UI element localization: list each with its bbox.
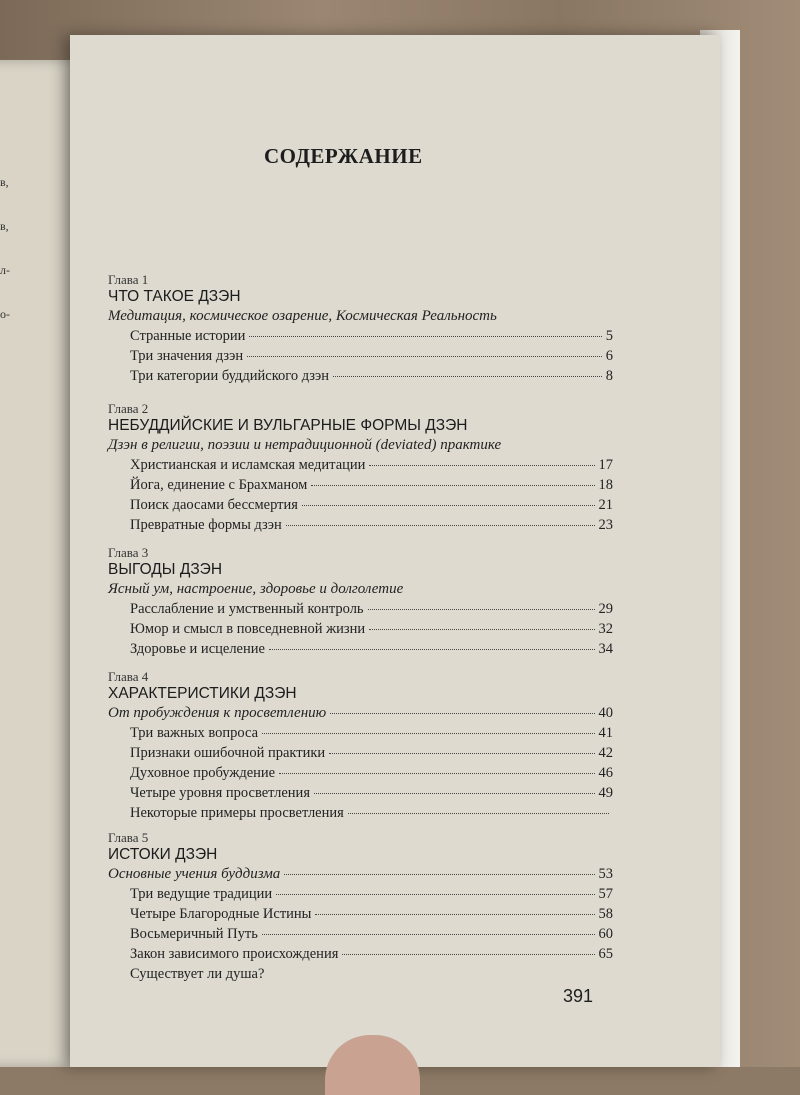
leader-dots	[284, 874, 594, 875]
leader-dots	[369, 465, 594, 466]
toc-label: Существует ли душа?	[130, 966, 265, 982]
toc-label: Христианская и исламская медитации	[130, 457, 366, 473]
toc-page: 49	[598, 785, 613, 801]
toc-label: Восьмеричный Путь	[130, 926, 258, 942]
toc-page: 32	[598, 621, 613, 637]
chapter-subtitle: Основные учения буддизма	[108, 866, 281, 882]
toc-page: 8	[605, 368, 613, 384]
chapter-subtitle: От пробуждения к просветлению	[108, 705, 327, 721]
toc-page: 6	[605, 348, 613, 364]
toc-page: 42	[598, 745, 613, 761]
toc-entry	[108, 477, 613, 497]
page-title: СОДЕРЖАНИЕ	[264, 144, 423, 168]
toc-label: Четыре Благородные Истины	[130, 906, 312, 922]
toc-label: Йога, единение с Брахманом	[130, 477, 308, 493]
leader-dots	[269, 649, 595, 650]
leader-dots	[342, 954, 594, 955]
toc-entry	[108, 517, 613, 537]
chapter-2	[108, 401, 613, 537]
toc-entry	[108, 866, 613, 886]
toc-entry	[108, 641, 613, 661]
toc-label: Некоторые примеры просветления	[130, 805, 344, 821]
toc-label: Странные истории	[130, 328, 246, 344]
toc-entry	[108, 348, 613, 368]
chapter-number: Глава 3	[108, 545, 149, 560]
toc-label: Четыре уровня просветления	[130, 785, 310, 801]
toc-page: 57	[598, 886, 613, 902]
toc-entry	[108, 368, 613, 388]
leader-dots	[311, 485, 594, 486]
leader-dots	[314, 793, 595, 794]
chapter-3	[108, 545, 613, 661]
toc-entry	[108, 705, 613, 725]
chapter-subtitle: Дзэн в религии, поэзии и нетрадиционной (deviated) практике	[108, 437, 502, 453]
toc-page: 53	[598, 866, 613, 882]
left-mark: о-	[0, 307, 10, 321]
toc-entry	[108, 328, 613, 348]
toc-page: 40	[598, 705, 613, 721]
chapter-title: ХАРАКТЕРИСТИКИ ДЗЭН	[108, 685, 297, 702]
toc-label: Расслабление и умственный контроль	[130, 601, 364, 617]
leader-dots	[262, 934, 595, 935]
toc-label: Три значения дзэн	[130, 348, 244, 364]
toc-entry	[108, 765, 613, 785]
toc-entry	[108, 725, 613, 745]
toc-label: Закон зависимого происхождения	[130, 946, 339, 962]
toc-page: 41	[598, 725, 613, 741]
toc-page: 21	[598, 497, 613, 513]
toc-entry	[108, 745, 613, 765]
chapter-subtitle: Ясный ум, настроение, здоровье и долголетие	[108, 581, 404, 597]
toc-entry	[108, 601, 613, 621]
toc-page: 46	[598, 765, 613, 781]
left-mark: л-	[0, 263, 10, 277]
toc-page: 34	[598, 641, 613, 657]
leader-dots	[369, 629, 594, 630]
chapter-title: ЧТО ТАКОЕ ДЗЭН	[108, 288, 241, 305]
chapter-title: ВЫГОДЫ ДЗЭН	[108, 561, 223, 578]
leader-dots	[333, 376, 602, 377]
leader-dots	[247, 356, 602, 357]
leader-dots	[286, 525, 595, 526]
toc-page: 60	[598, 926, 613, 942]
toc-label: Признаки ошибочной практики	[130, 745, 326, 761]
toc-page: 58	[598, 906, 613, 922]
chapter-title: ИСТОКИ ДЗЭН	[108, 846, 218, 863]
toc-entry	[108, 497, 613, 517]
leader-dots	[348, 813, 609, 814]
toc-label: Три важных вопроса	[130, 725, 259, 741]
toc-page: 23	[598, 517, 613, 533]
toc-page: 18	[598, 477, 613, 493]
toc-entry	[108, 621, 613, 641]
leader-dots	[330, 713, 594, 714]
leader-dots	[302, 505, 595, 506]
toc-label: Поиск даосами бессмертия	[130, 497, 298, 513]
chapter-1	[108, 272, 613, 388]
toc-entry	[108, 457, 613, 477]
left-mark: в,	[0, 175, 9, 189]
toc-entry	[108, 785, 613, 805]
toc-page: 17	[598, 457, 613, 473]
toc-label: Юмор и смысл в повседневной жизни	[130, 621, 366, 637]
chapter-title: НЕБУДДИЙСКИЕ И ВУЛЬГАРНЫЕ ФОРМЫ ДЗЭН	[108, 417, 468, 434]
leader-dots	[249, 336, 601, 337]
leader-dots	[276, 894, 594, 895]
chapter-number: Глава 2	[108, 401, 149, 416]
chapter-number: Глава 1	[108, 272, 149, 287]
toc-label: Три категории буддийского дзэн	[130, 368, 329, 384]
toc-label: Здоровье и исцеление	[130, 641, 265, 657]
leader-dots	[315, 914, 594, 915]
toc-entry	[108, 906, 613, 926]
toc-page: 65	[598, 946, 613, 962]
leader-dots	[262, 733, 594, 734]
toc-label: Превратные формы дзэн	[130, 517, 282, 533]
leader-dots	[279, 773, 594, 774]
page-number: 391	[563, 986, 594, 1006]
chapter-5	[108, 830, 613, 986]
chapter-number: Глава 4	[108, 669, 149, 684]
chapter-number: Глава 5	[108, 830, 149, 845]
toc-label: Три ведущие традиции	[130, 886, 273, 902]
toc-entry	[108, 805, 613, 825]
chapter-subtitle: Медитация, космическое озарение, Космическая Реальность	[108, 308, 497, 324]
toc-page: 5	[605, 328, 613, 344]
left-page-edge-text	[0, 160, 20, 336]
toc-entry	[108, 926, 613, 946]
toc-label: Духовное пробуждение	[130, 765, 276, 781]
leader-dots	[329, 753, 594, 754]
toc-entry	[108, 966, 613, 986]
toc-entry	[108, 886, 613, 906]
toc-entry	[108, 946, 613, 966]
chapter-4	[108, 669, 613, 825]
toc-page: 29	[598, 601, 613, 617]
leader-dots	[368, 609, 595, 610]
left-mark: в,	[0, 219, 9, 233]
